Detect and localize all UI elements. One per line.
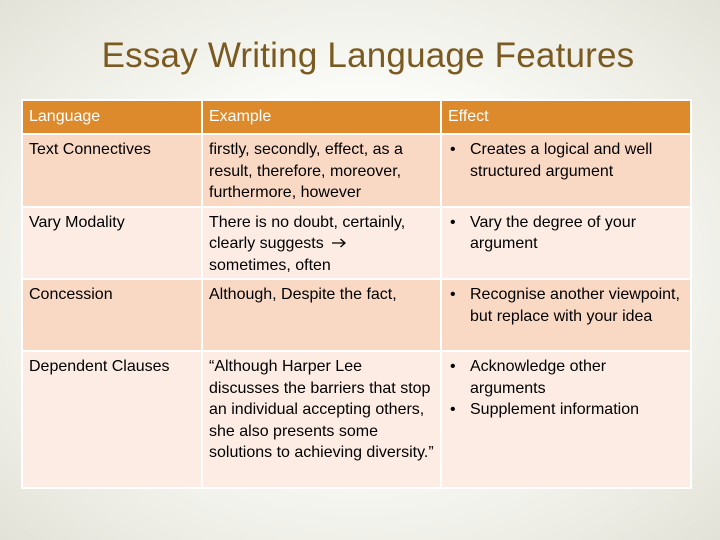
language-cell: Concession xyxy=(22,279,202,351)
example-cell xyxy=(202,207,441,280)
effect-item: • Supplement information xyxy=(470,399,684,421)
example-text-tail: sometimes, often xyxy=(209,256,331,274)
header-effect: Effect xyxy=(441,100,691,134)
slide-title: Essay Writing Language Features xyxy=(101,36,635,75)
effect-cell xyxy=(441,279,691,351)
effect-list xyxy=(448,212,684,255)
table-row xyxy=(22,279,691,351)
language-features-table xyxy=(21,99,692,489)
effect-item: • Creates a logical and well structured argument xyxy=(470,139,684,182)
effect-cell xyxy=(441,351,691,488)
header-language: Language xyxy=(22,100,202,134)
table-row xyxy=(22,134,691,207)
language-cell: Text Connectives xyxy=(22,134,202,207)
example-cell: Although, Despite the fact, xyxy=(202,279,441,351)
example-text: There is no doubt, certainly, clearly suggests xyxy=(209,213,406,252)
effect-list xyxy=(448,284,684,327)
table-row xyxy=(22,351,691,488)
table-row xyxy=(22,207,691,280)
effect-list xyxy=(448,139,684,182)
effect-item: • Acknowledge other arguments xyxy=(470,356,684,399)
language-cell: Vary Modality xyxy=(22,207,202,280)
effect-list xyxy=(448,356,684,421)
header-example: Example xyxy=(202,100,441,134)
header-row xyxy=(22,100,691,134)
example-cell: “Although Harper Lee discusses the barriers that stop an individual accepting others, she also presents some solutions to achieving diversity.” xyxy=(202,351,441,488)
language-cell: Dependent Clauses xyxy=(22,351,202,488)
effect-item: • Vary the degree of your argument xyxy=(470,212,684,255)
effect-item: • Recognise another viewpoint, but replace with your idea xyxy=(470,284,684,327)
right-arrow-icon xyxy=(331,238,347,248)
example-cell: firstly, secondly, effect, as a result, therefore, moreover, furthermore, however xyxy=(202,134,441,207)
effect-cell xyxy=(441,207,691,280)
effect-cell xyxy=(441,134,691,207)
